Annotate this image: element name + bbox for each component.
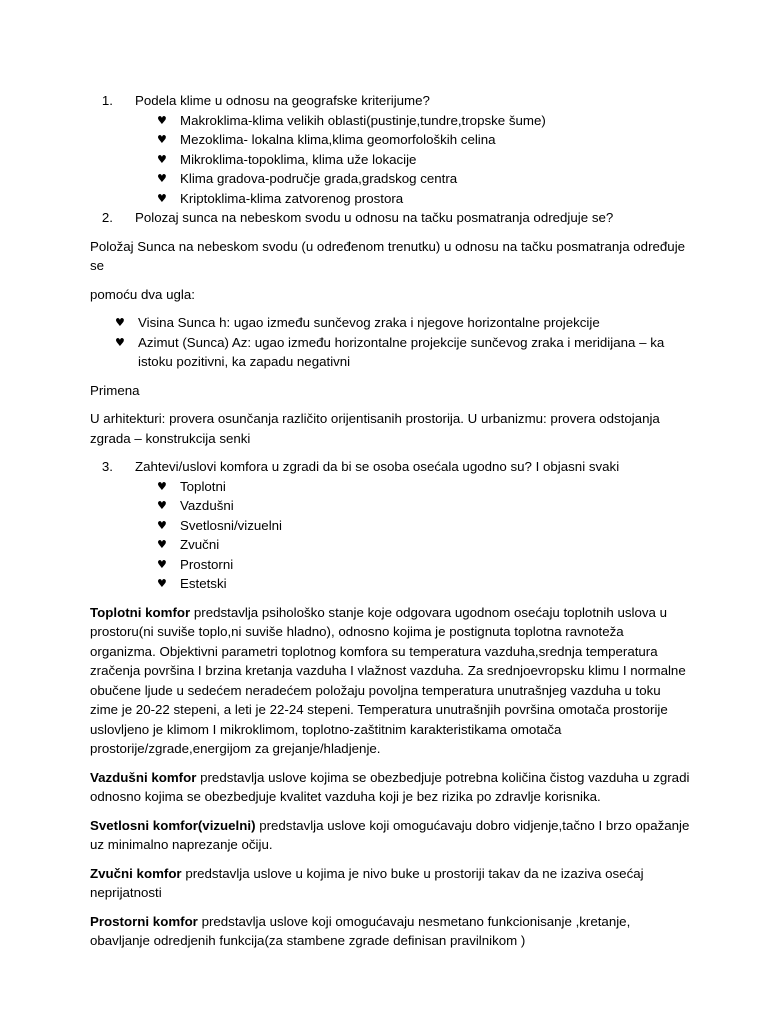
heart-bullet-icon: ♥ <box>157 172 167 185</box>
heart-bullet-icon: ♥ <box>157 499 167 512</box>
toplotni-paragraph: Toplotni komfor predstavlja psihološko stanje koje odgovara ugodnom osećaju toplotnih uslova u prostoru(ni suviše toplo,ni suviše hladno), odnosno kojima je postignuta toplotna ravnoteža organizma. Objektivni parametri toplotnog komfora su temperatura vazduha,srednja temperatura zračenja površina I brzina kretanja vazduha I vlažnost vazduha. Za srednjoevropsku klimu I normalne obučene ljude u sedećem neradećem položaju povoljna temperatura unutrašnjeg vazduha u toku zime je 20-22 stepeni, a leti je 22-24 stepeni. Temperatura unutrašnjih površina omotača prostorije uslovljeno je klimom I mikroklimom, toplotno-zaštitnim karakteristikama omotača prostorije/zgrade,energijom za grejanje/hladjenje. <box>90 604 686 756</box>
term-bold: Svetlosni komfor(vizuelni) <box>90 817 256 833</box>
question-3 <box>90 457 690 477</box>
heart-bullet-icon: ♥ <box>157 577 167 590</box>
heart-bullet-icon: ♥ <box>157 191 167 205</box>
list-item: ♥ Estetski <box>157 574 690 594</box>
question-text: Podela klime u odnosu na geografske kriterijume? <box>135 93 430 108</box>
list-item: ♥ Svetlosni/vizuelni <box>157 516 690 536</box>
list-item: ♥ Klima gradova-područje grada,gradskog centra <box>157 169 690 189</box>
heart-bullet-icon: ♥ <box>157 538 167 551</box>
question-text: Zahtevi/uslovi komfora u zgradi da bi se osoba osećala ugodno su? I objasni svaki <box>135 459 620 474</box>
term-bold: Zvučni komfor <box>90 865 182 881</box>
list-item: ♥ Toplotni <box>157 477 690 497</box>
comfort-list <box>157 477 690 594</box>
svetlosni-paragraph: Svetlosni komfor(vizuelni) predstavlja uslove koji omogućavaju dobro vidjenje,tačno I brzo opažanje uz minimalno naprezanje očiju. <box>90 817 690 852</box>
vazdusni-paragraph: Vazdušni komfor predstavlja uslove kojima se obezbedjuje potrebna količina čistog vazduha u zgradi odnosno kojima se obezbedjuje kvalitet vazduha koji je bez rizika po zdravlje korisnika. <box>90 769 690 804</box>
list-item: ♥ Vazdušni <box>157 496 690 516</box>
heart-bullet-icon: ♥ <box>157 113 167 127</box>
question-number: 1. <box>101 93 113 108</box>
zvucni-paragraph: Zvučni komfor predstavlja uslove u kojima je nivo buke u prostoriji takav da ne izaziva osećaj neprijatnosti <box>90 865 644 900</box>
sun-paragraph-line-1: Položaj Sunca na nebeskom svodu (u određenom trenutku) u odnosu na tačku posmatranja određuje se <box>90 238 686 273</box>
list-item: ♥ Azimut (Sunca) Az: ugao između horizontalne projekcije sunčevog zraka i meridijana – ka istoku pozitivni, ka zapadu negativni <box>115 333 690 372</box>
heart-bullet-icon: ♥ <box>115 335 125 349</box>
term-bold: Vazdušni komfor <box>90 769 197 785</box>
sun-paragraph-line-2: pomoću dva ugla: <box>90 286 195 302</box>
question-2 <box>90 208 690 228</box>
primena-label: Primena <box>90 382 140 398</box>
list-item: ♥ Kriptoklima-klima zatvorenog prostora <box>157 189 690 209</box>
heart-bullet-icon: ♥ <box>157 518 167 532</box>
question-number: 3. <box>101 459 113 474</box>
sun-angles-list <box>115 313 690 372</box>
question-1 <box>90 91 690 111</box>
document-page <box>90 91 690 951</box>
list-item: ♥ Prostorni <box>157 555 690 575</box>
list-item: ♥ Makroklima-klima velikih oblasti(pustinje,tundre,tropske šume) <box>157 111 690 131</box>
question-number: 2. <box>101 210 113 225</box>
heart-bullet-icon: ♥ <box>115 316 125 329</box>
list-item: ♥ Zvučni <box>157 535 690 555</box>
term-bold: Prostorni komfor <box>90 913 198 929</box>
heart-bullet-icon: ♥ <box>157 152 167 166</box>
list-item: ♥ Visina Sunca h: ugao između sunčevog zraka i njegove horizontalne projekcije <box>115 313 690 333</box>
term-bold: Toplotni komfor <box>90 604 191 620</box>
list-item: ♥ Mikroklima-topoklima, klima uže lokacije <box>157 150 690 170</box>
list-item: ♥ Mezoklima- lokalna klima,klima geomorfoloških celina <box>157 130 690 150</box>
climate-list <box>157 111 690 209</box>
heart-bullet-icon: ♥ <box>157 133 167 146</box>
heart-bullet-icon: ♥ <box>157 479 167 493</box>
heart-bullet-icon: ♥ <box>157 557 167 571</box>
question-text: Polozaj sunca na nebeskom svodu u odnosu na tačku posmatranja odredjuje se? <box>135 210 614 225</box>
primena-text: U arhitekturi: provera osunčanja različito orijentisanih prostorija. U urbanizmu: provera odstojanja zgrada – konstrukcija senki <box>90 411 660 446</box>
prostorni-paragraph: Prostorni komfor predstavlja uslove koji omogućavaju nesmetano funkcionisanje ,kretanje, obavljanje odredjenih funkcija(za stambene zgrade definisan pravilnikom ) <box>90 913 631 948</box>
